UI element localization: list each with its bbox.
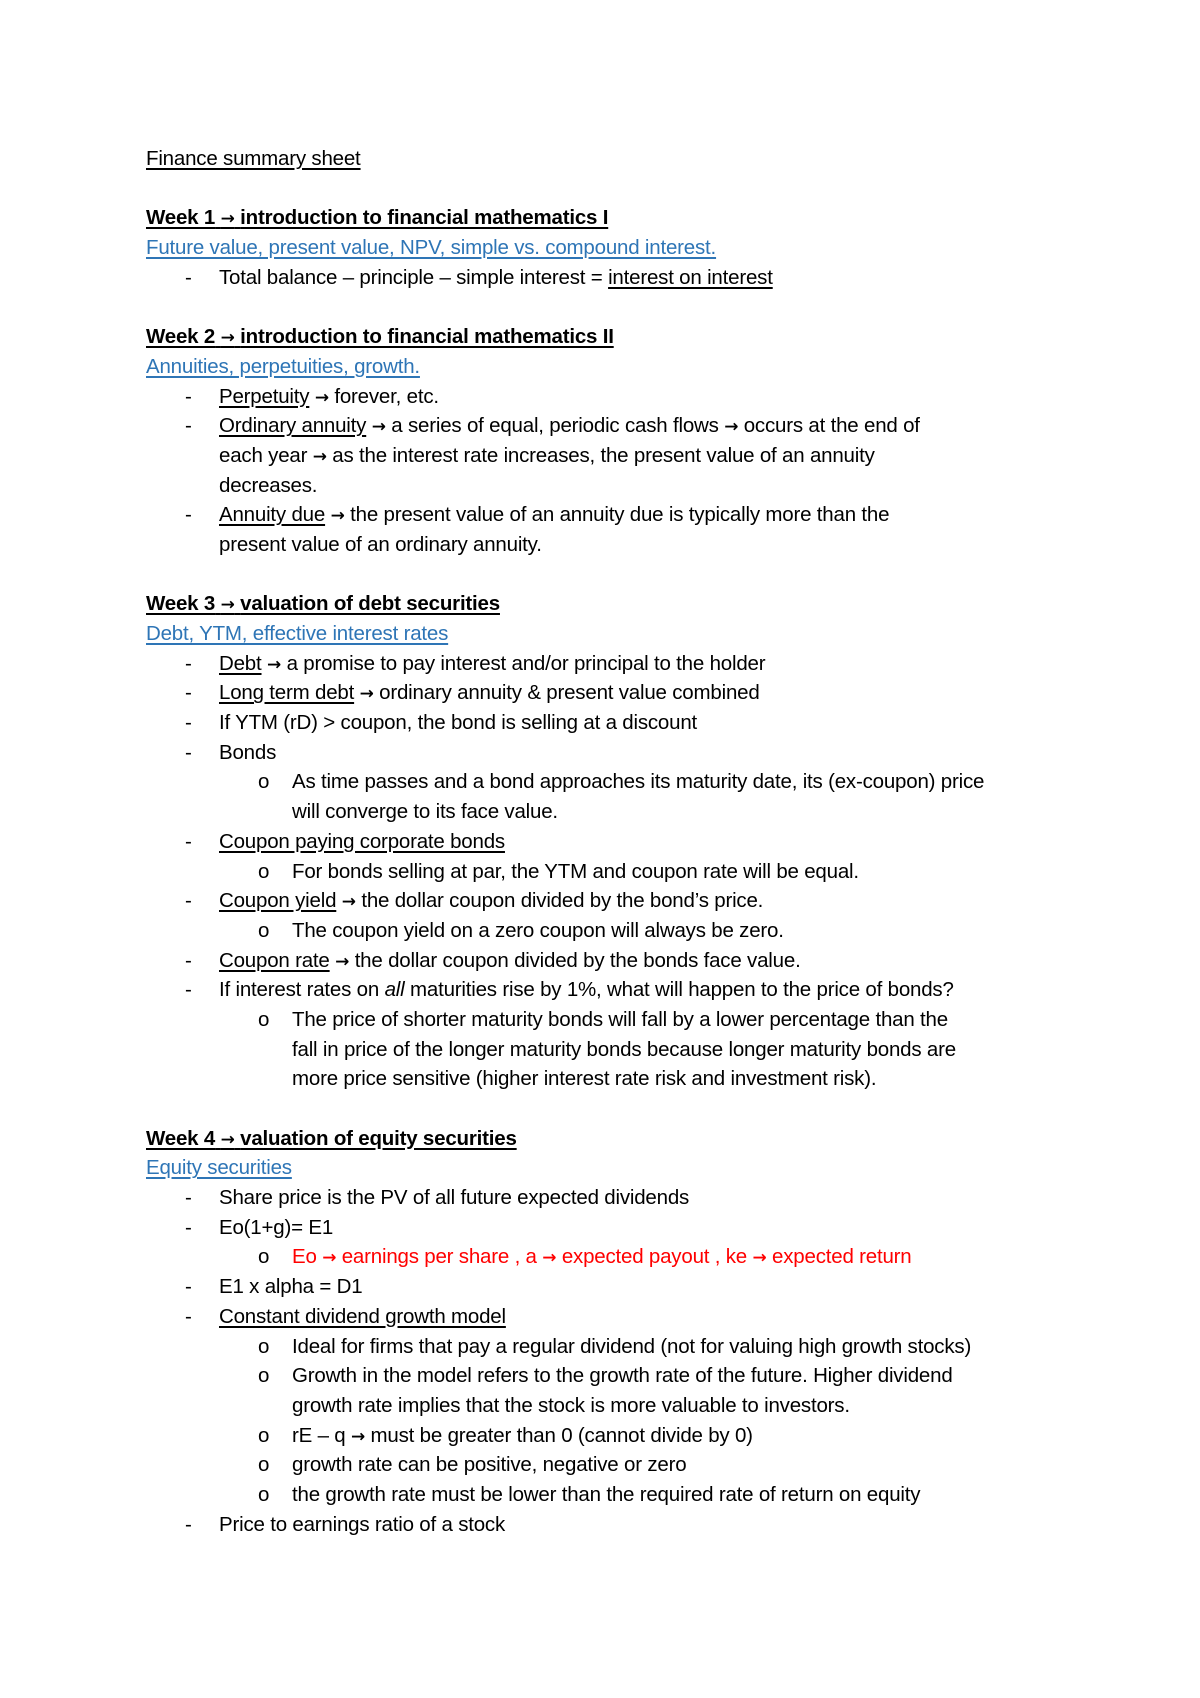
dash-bullet: - <box>185 711 192 735</box>
week-1-subheading: Future value, present value, NPV, simple vs. compound interest. <box>146 236 717 260</box>
list-item: - Ordinary annuity → a series of equal, periodic cash flows → occurs at the end of <box>146 411 1086 441</box>
dash-bullet: - <box>185 503 192 527</box>
dash-bullet: - <box>185 1512 192 1536</box>
week-4-subheading: Equity securities <box>146 1156 292 1180</box>
dash-bullet: - <box>185 1186 192 1210</box>
arrow-icon: → <box>322 1248 337 1269</box>
circle-bullet: o <box>258 1334 270 1358</box>
sub-list-item: o As time passes and a bond approaches its maturity date, its (ex-coupon) price <box>146 767 1086 797</box>
dash-bullet: - <box>185 1215 192 1239</box>
list-item: - If YTM (rD) > coupon, the bond is selling at a discount <box>146 708 1086 738</box>
document-title: Finance summary sheet <box>146 147 361 170</box>
list-item: - Price to earnings ratio of a stock <box>146 1510 1086 1540</box>
list-item: - Perpetuity → forever, etc. <box>146 382 1086 412</box>
sub-list-item: o For bonds selling at par, the YTM and coupon rate will be equal. <box>146 857 1086 887</box>
circle-bullet: o <box>258 1364 270 1388</box>
circle-bullet: o <box>258 770 270 794</box>
arrow-icon: → <box>267 654 282 675</box>
sub-list-item: o Ideal for firms that pay a regular dividend (not for valuing high growth stocks) <box>146 1332 1086 1362</box>
list-item: - Debt → a promise to pay interest and/or principal to the holder <box>146 649 1086 679</box>
arrow-icon: → <box>330 506 345 527</box>
dash-bullet: - <box>185 829 192 853</box>
arrow-icon: → <box>220 1129 235 1150</box>
arrow-icon: → <box>752 1248 767 1269</box>
list-item: - Bonds <box>146 738 1086 768</box>
circle-bullet: o <box>258 859 270 883</box>
sub-list-item: o The coupon yield on a zero coupon will always be zero. <box>146 916 1086 946</box>
list-item: - E1 x alpha = D1 <box>146 1272 1086 1302</box>
list-item: - Coupon paying corporate bonds <box>146 827 1086 857</box>
arrow-icon: → <box>724 417 739 438</box>
list-item: - Eo(1+g)= E1 <box>146 1213 1086 1243</box>
dash-bullet: - <box>185 978 192 1002</box>
arrow-icon: → <box>542 1248 557 1269</box>
list-item: - Coupon rate → the dollar coupon divided by the bonds face value. <box>146 946 1086 976</box>
dash-bullet: - <box>185 265 192 289</box>
sub-list-item-continuation: more price sensitive (higher interest rate risk and investment risk). <box>292 1067 877 1091</box>
list-item: - Long term debt → ordinary annuity & present value combined <box>146 678 1086 708</box>
arrow-icon: → <box>335 951 350 972</box>
document-page <box>146 144 1086 1539</box>
circle-bullet: o <box>258 1245 270 1269</box>
list-item: - Constant dividend growth model <box>146 1302 1086 1332</box>
arrow-icon: → <box>314 387 329 408</box>
week-4-heading: Week 4 → valuation of equity securities <box>146 1126 517 1150</box>
arrow-icon: → <box>220 209 235 230</box>
week-1-heading: Week 1 → introduction to financial mathematics I <box>146 206 609 230</box>
list-item: - Share price is the PV of all future expected dividends <box>146 1183 1086 1213</box>
week-3-heading: Week 3 → valuation of debt securities <box>146 592 500 616</box>
dash-bullet: - <box>185 948 192 972</box>
dash-bullet: - <box>185 1275 192 1299</box>
list-item: - Total balance – principle – simple interest = interest on interest <box>146 263 1086 293</box>
sub-list-item: o growth rate can be positive, negative or zero <box>146 1450 1086 1480</box>
dash-bullet: - <box>185 384 192 408</box>
dash-bullet: - <box>185 889 192 913</box>
circle-bullet: o <box>258 918 270 942</box>
list-item: - If interest rates on all maturities rise by 1%, what will happen to the price of bonds? <box>146 975 1086 1005</box>
list-item-continuation: each year → as the interest rate increases, the present value of an annuity <box>219 443 875 467</box>
sub-list-item-continuation: fall in price of the longer maturity bonds because longer maturity bonds are <box>292 1037 956 1061</box>
dash-bullet: - <box>185 1304 192 1328</box>
arrow-icon: → <box>351 1426 366 1447</box>
list-item: - Coupon yield → the dollar coupon divided by the bond’s price. <box>146 886 1086 916</box>
arrow-icon: → <box>312 446 327 467</box>
sub-list-item: o The price of shorter maturity bonds will fall by a lower percentage than the <box>146 1005 1086 1035</box>
sub-list-item-highlight: o Eo → earnings per share , a → expected payout , ke → expected return <box>146 1242 1086 1272</box>
circle-bullet: o <box>258 1482 270 1506</box>
arrow-icon: → <box>371 417 386 438</box>
circle-bullet: o <box>258 1007 270 1031</box>
circle-bullet: o <box>258 1423 270 1447</box>
sub-list-item: o Growth in the model refers to the growth rate of the future. Higher dividend <box>146 1361 1086 1391</box>
dash-bullet: - <box>185 651 192 675</box>
arrow-icon: → <box>359 684 374 705</box>
list-item-continuation: present value of an ordinary annuity. <box>219 532 542 556</box>
dash-bullet: - <box>185 414 192 438</box>
sub-list-item: o the growth rate must be lower than the required rate of return on equity <box>146 1480 1086 1510</box>
sub-list-item-continuation: growth rate implies that the stock is more valuable to investors. <box>292 1393 850 1417</box>
sub-list-item-continuation: will converge to its face value. <box>292 800 558 824</box>
list-item-continuation: decreases. <box>219 473 318 497</box>
week-3-subheading: Debt, YTM, effective interest rates <box>146 622 449 645</box>
arrow-icon: → <box>220 328 235 349</box>
arrow-icon: → <box>341 892 356 913</box>
dash-bullet: - <box>185 740 192 764</box>
week-2-heading: Week 2 → introduction to financial mathematics II <box>146 325 614 349</box>
dash-bullet: - <box>185 681 192 705</box>
circle-bullet: o <box>258 1453 270 1477</box>
week-2-subheading: Annuities, perpetuities, growth. <box>146 354 420 378</box>
list-item: - Annuity due → the present value of an annuity due is typically more than the <box>146 500 1086 530</box>
arrow-icon: → <box>220 595 235 616</box>
sub-list-item: o rE – q → must be greater than 0 (cannot divide by 0) <box>146 1421 1086 1451</box>
